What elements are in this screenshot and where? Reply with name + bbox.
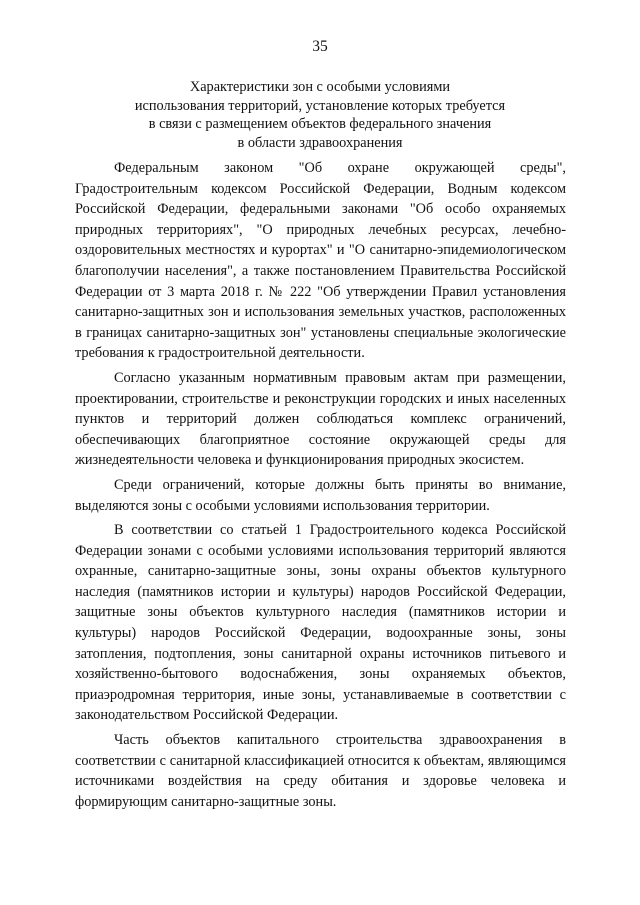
heading-line: в области здравоохранения xyxy=(237,134,403,151)
paragraph: Федеральным законом "Об охране окружающей среды", Градостроительным кодексом Российской Федерации, Водным кодексом Российской Федерации, федеральными законами "Об особо охраняемых природных территориях", "О природных лечебных ресурсах, лечебно-оздоровительных местностях и курортах" и "О санитарно-эпидемиологическом благополучии населения", а также постановлением Правительства Российской Федерации от 3 марта 2018 г. № 222 "Об утверждении Правил установления санитарно-защитных зон и использования земельных участков, расположенных в границах санитарно-защитных зон" установлены специальные экологические требования к градостроительной деятельности. xyxy=(75,160,566,362)
heading-line: использования территорий, установление которых требуется xyxy=(134,97,506,114)
heading-line: Характеристики зон с особыми условиями xyxy=(189,79,451,95)
paragraph: Среди ограничений, которые должны быть приняты во внимание, выделяются зоны с особыми условиями использования территории. xyxy=(75,476,566,514)
page-number: 35 xyxy=(312,38,328,55)
document-body xyxy=(75,158,566,812)
paragraph: В соответствии со статьей 1 Градостроительного кодекса Российской Федерации зонами с особыми условиями использования территорий являются охранные, санитарно-защитные зоны, зоны охраны объектов культурного наследия (памятников истории и культуры) народов Российской Федерации, защитные зоны объектов культурного наследия (памятников истории и культуры) народов Российской Федерации, водоохранные зоны, зоны затопления, подтопления, зоны санитарной охраны источников питьевого и хозяйственно-бытового водоснабжения, зоны охраняемых объектов, приаэродромная территория, иные зоны, устанавливаемые в соответствии с законодательством Российской Федерации. xyxy=(75,522,566,724)
paragraph: Часть объектов капитального строительства здравоохранения в соответствии с санитарной классификацией относится к объектам, являющимся источниками воздействия на среду обитания и здоровье человека и формирующим санитарно-защитные зоны. xyxy=(75,732,566,810)
paragraph: Согласно указанным нормативным правовым актам при размещении, проектировании, строительстве и реконструкции городских и иных населенных пунктов и территорий должен соблюдаться комплекс ограничений, обеспечивающих благоприятное состояние окружающей среды для жизнедеятельности человека и функционирования природных экосистем. xyxy=(75,369,566,469)
heading-line: в связи с размещением объектов федерального значения xyxy=(148,116,492,132)
document-heading xyxy=(0,78,640,152)
